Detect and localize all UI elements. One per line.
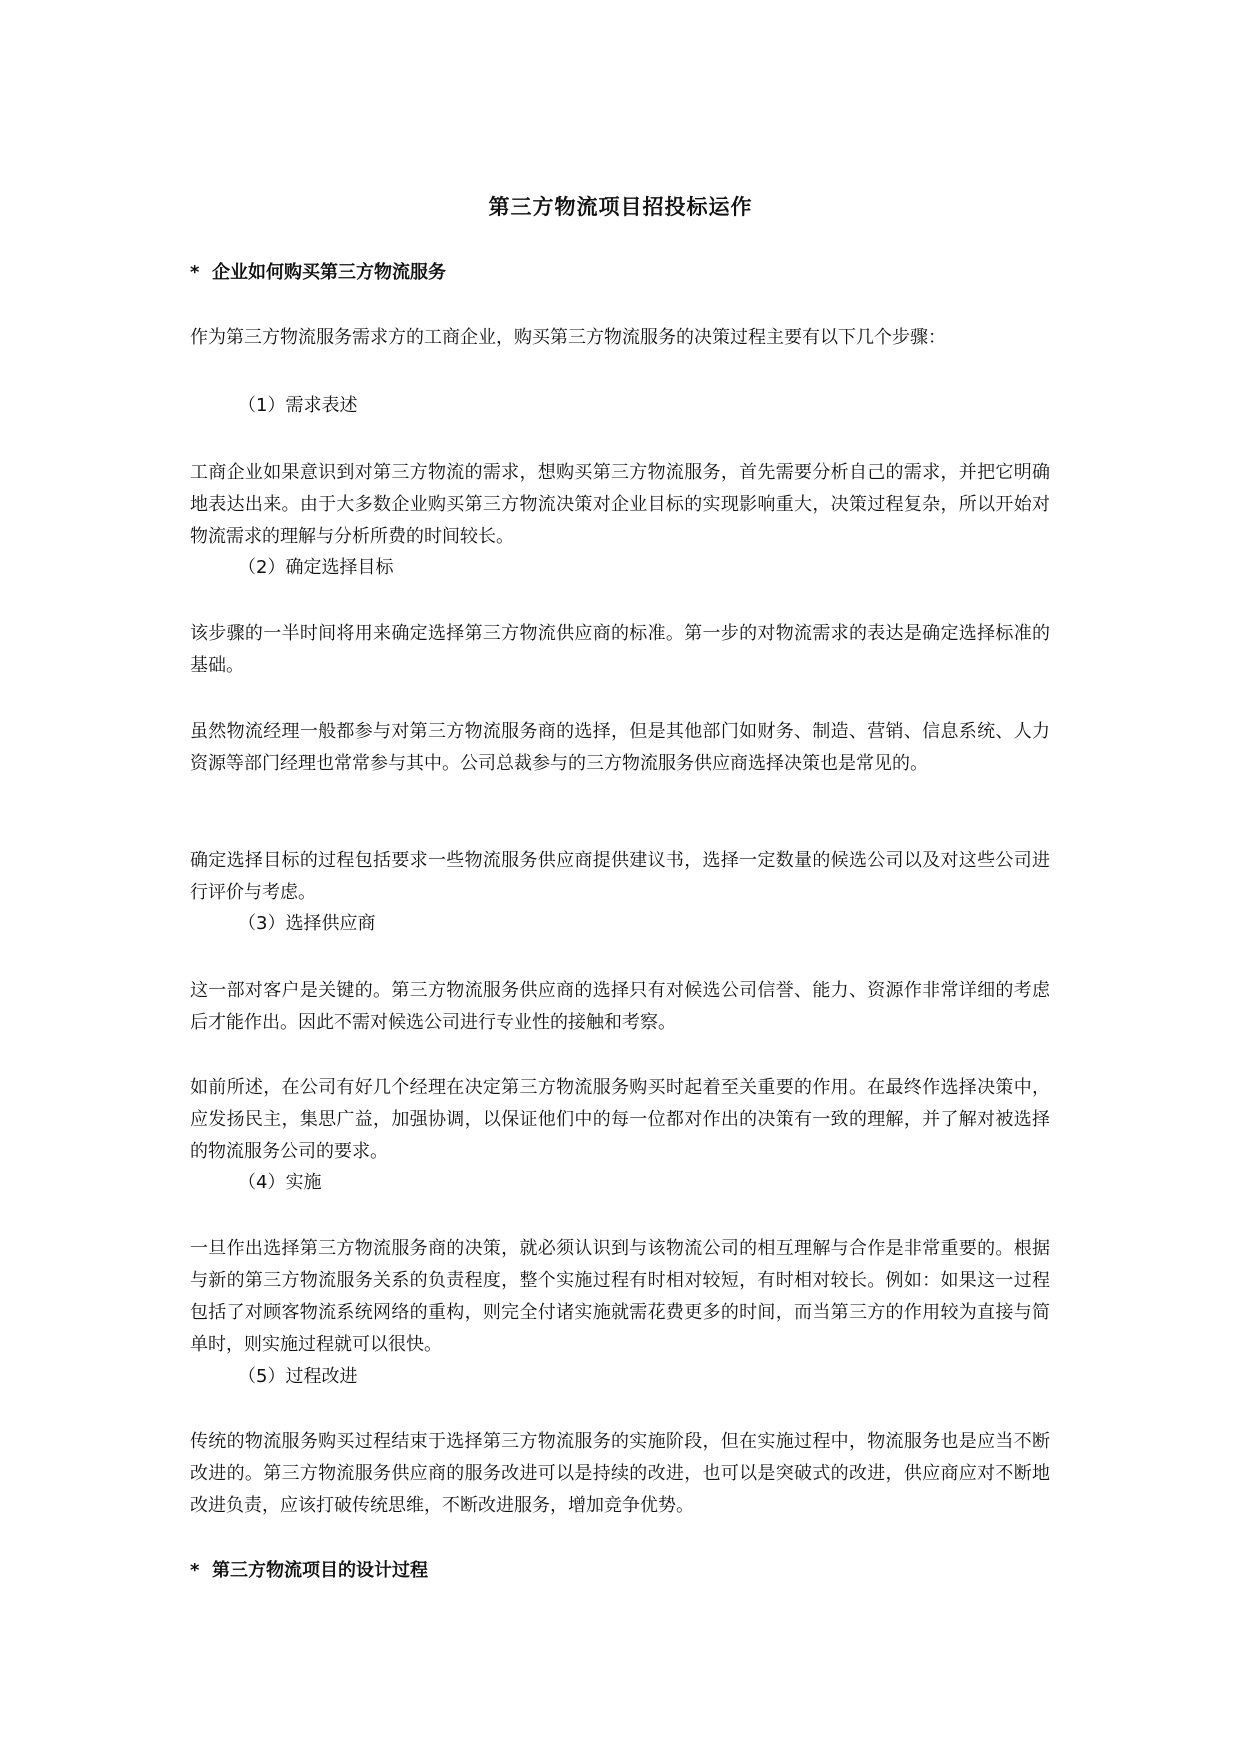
section-heading-design	[190, 1556, 428, 1586]
step-label-5: （5）过程改进	[238, 1366, 358, 1387]
step-label-2: （2）确定选择目标	[238, 557, 394, 578]
paragraph-step2-3: 确定选择目标的过程包括要求一些物流服务供应商提供建议书，选择一定数量的候选公司以及对这些公司进行评价与考虑。	[190, 850, 1050, 903]
document-title: 第三方物流项目招投标运作	[488, 195, 753, 219]
bullet-marker: *	[190, 1560, 200, 1581]
paragraph-step3-2: 如前所述，在公司有好几个经理在决定第三方物流服务购买时起着至关重要的作用。在最终作选择决策中，应发扬民主，集思广益，加强协调，以保证他们中的每一位都对作出的决策有一致的理解，并了解对被选择的物流服务公司的要求。	[190, 1077, 1050, 1162]
paragraph-step3-1: 这一部对客户是关键的。第三方物流服务供应商的选择只有对候选公司信誉、能力、资源作非常详细的考虑后才能作出。因此不需对候选公司进行专业性的接触和考察。	[190, 980, 1050, 1033]
paragraph-step5-1: 传统的物流服务购买过程结束于选择第三方物流服务的实施阶段，但在实施过程中，物流服务也是应当不断改进的。第三方物流服务供应商的服务改进可以是持续的改进，也可以是突破式的改进，供应商应对不断地改进负责，应该打破传统思维，不断改进服务，增加竞争优势。	[190, 1431, 1050, 1516]
paragraph-step1-1: 工商企业如果意识到对第三方物流的需求，想购买第三方物流服务，首先需要分析自己的需求，并把它明确地表达出来。由于大多数企业购买第三方物流决策对企业目标的实现影响重大，决策过程复杂，所以开始对物流需求的理解与分析所费的时间较长。	[190, 462, 1050, 547]
step-label-1: （1）需求表述	[238, 395, 358, 416]
section-heading-text: 企业如何购买第三方物流服务	[212, 262, 446, 283]
intro-paragraph: 作为第三方物流服务需求方的工商企业，购买第三方物流服务的决策过程主要有以下几个步骤：	[190, 327, 946, 348]
step-label-3: （3）选择供应商	[238, 913, 376, 934]
bullet-marker: *	[190, 262, 200, 283]
step-label-4: （4）实施	[238, 1172, 322, 1193]
paragraph-step4-1: 一旦作出选择第三方物流服务商的决策，就必须认识到与该物流公司的相互理解与合作是非常重要的。根据与新的第三方物流服务关系的负责程度，整个实施过程有时相对较短，有时相对较长。例如：如果这一过程包括了对顾客物流系统网络的重构，则完全付诸实施就需花费更多的时间，而当第三方的作用较为直接与简单时，则实施过程就可以很快。	[190, 1238, 1050, 1355]
paragraph-step2-2: 虽然物流经理一般都参与对第三方物流服务商的选择，但是其他部门如财务、制造、营销、信息系统、人力资源等部门经理也常常参与其中。公司总裁参与的三方物流服务供应商选择决策也是常见的。	[190, 721, 1050, 774]
paragraph-step2-1: 该步骤的一半时间将用来确定选择第三方物流供应商的标准。第一步的对物流需求的表达是确定选择标准的基础。	[190, 623, 1050, 676]
section-heading-text: 第三方物流项目的设计过程	[212, 1560, 428, 1581]
section-heading-purchase	[190, 258, 446, 288]
